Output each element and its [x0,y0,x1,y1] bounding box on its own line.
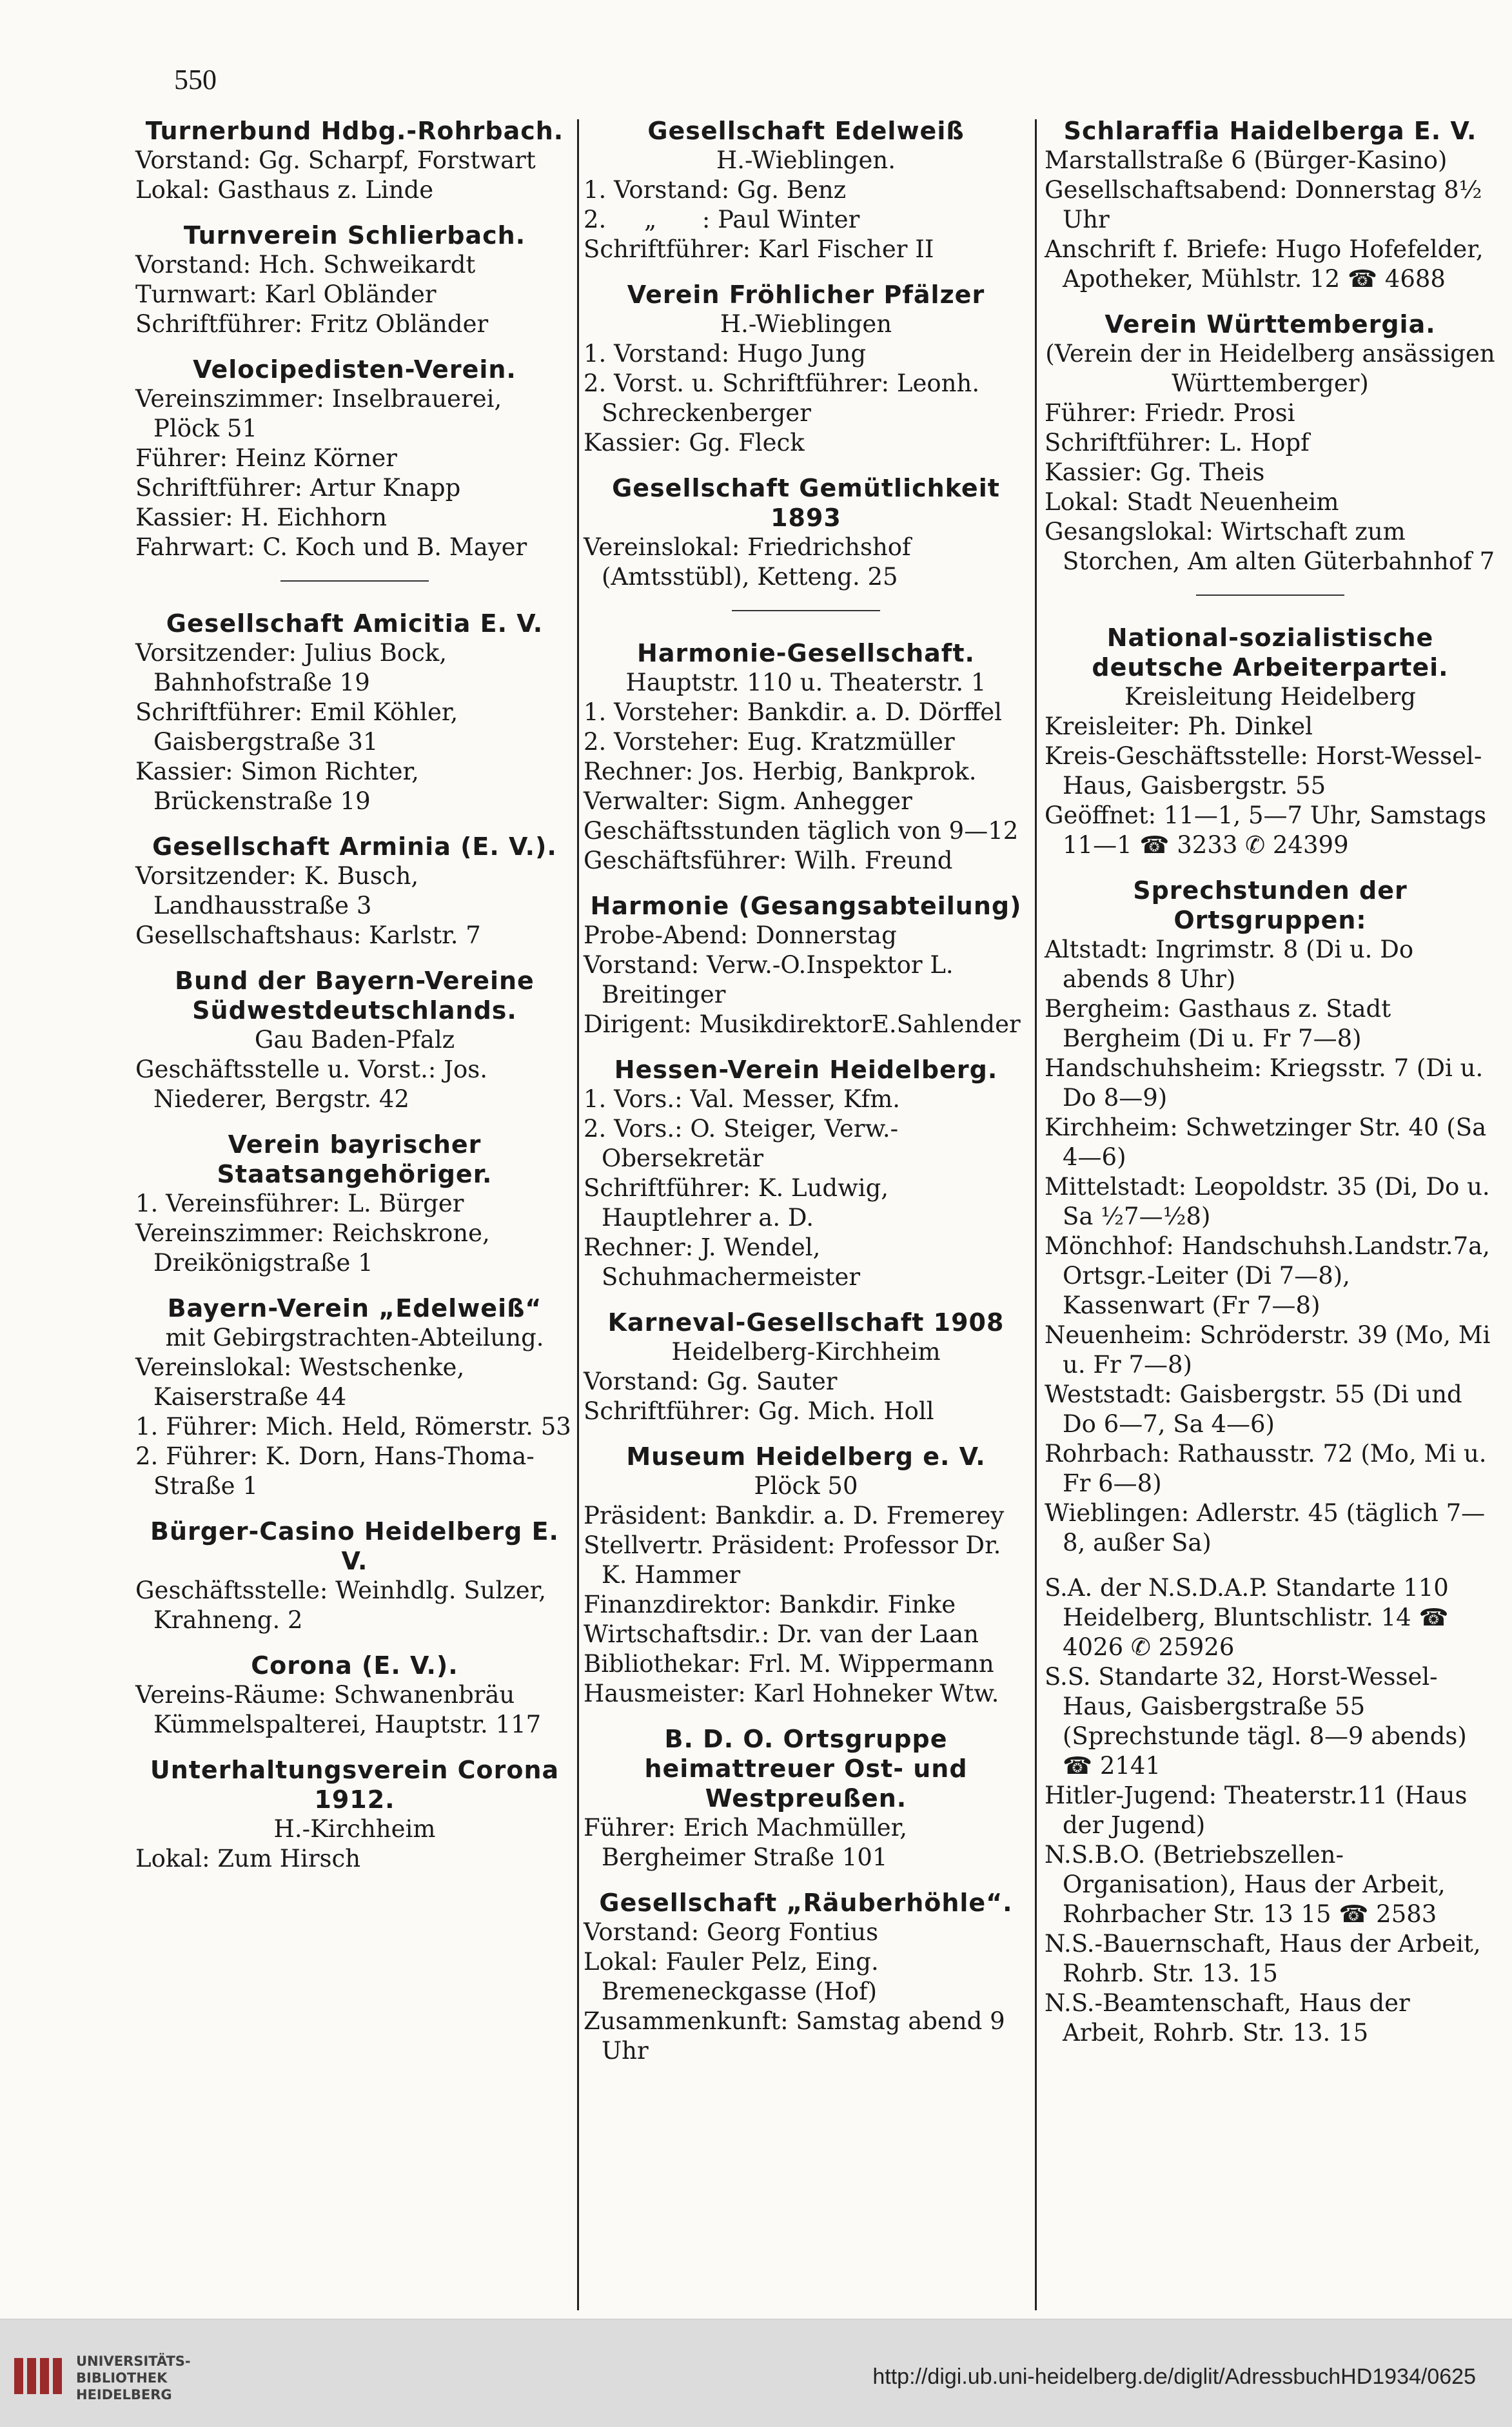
entry-line: 2. Führer: K. Dorn, Hans-Thoma-Straße 1 [135,1442,535,1500]
entry-line: Geschäftsstunden täglich von 9—12 [584,817,1019,845]
directory-entry [584,473,1028,592]
entry-line: Rechner: Jos. Herbig, Bankprok. [584,758,977,785]
entry-line: Hausmeister: Karl Hohneker Wtw. [584,1680,999,1707]
entry-line: N.S.B.O. (Betriebszellen-Organisation), Haus der Arbeit, Rohrbacher Str. 13 15 ☎ 2583 [1045,1841,1453,1928]
entry-heading: Verein bayrischer Staatsangehöriger. [217,1130,493,1188]
entry-subtitle: H.-Kirchheim [273,1815,436,1843]
column-left [135,116,574,2310]
entry-heading: Corona (E. V.). [251,1651,458,1680]
directory-entry [584,280,1028,458]
column-middle [584,116,1028,2310]
entry-heading: Gesellschaft Gemütlichkeit 1893 [612,474,1000,532]
entry-line: Kassier: Gg. Theis [1045,458,1265,486]
entry-line: Altstadt: Ingrimstr. 8 (Di u. Do abends 8 Uhr) [1045,936,1421,993]
directory-entry [1045,1573,1496,2048]
directory-entry [135,1293,574,1501]
entry-line: S.A. der N.S.D.A.P. Standarte 110 Heidelberg, Bluntschlistr. 14 ☎ 4026 ✆ 25926 [1045,1574,1457,1661]
entry-line: Kassier: Simon Richter, Brückenstraße 19 [135,758,427,815]
entry-line: Gesellschaftsabend: Donnerstag 8½ Uhr [1045,176,1490,233]
entry-line: Vorstand: Gg. Sauter [584,1368,838,1395]
entry-subtitle: Heidelberg-Kirchheim [671,1338,941,1366]
entry-heading: Gesellschaft Arminia (E. V.). [152,832,557,861]
entry-line: 1. Vors.: Val. Messer, Kfm. [584,1085,901,1113]
entry-line: Schriftführer: Gg. Mich. Holl [584,1397,934,1425]
directory-entry [135,1130,574,1278]
entry-line: Vereins-Räume: Schwanenbräu Kümmelspalterei, Hauptstr. 117 [135,1681,542,1738]
entry-heading: Verein Fröhlicher Pfälzer [627,280,985,309]
directory-entry [584,638,1028,876]
entry-line: Verwalter: Sigm. Anhegger [584,787,912,815]
entry-line: Schriftführer: L. Hopf [1045,429,1310,457]
library-logo-text [76,2353,191,2403]
entry-subtitle: Gau Baden-Pfalz [254,1026,455,1054]
entry-line: Mönchhof: Handschuhsh.Landstr.7a, Ortsgr.-Leiter (Di 7—8), Kassenwart (Fr 7—8) [1045,1232,1498,1319]
directory-entry [135,355,574,562]
page-number: 550 [174,64,217,95]
directory-entry [135,1651,574,1740]
entry-line: Vorstand: Georg Fontius [584,1918,879,1946]
entry-heading: Karneval-Gesellschaft 1908 [607,1308,1005,1337]
entry-line: Vereinslokal: Friedrichshof (Amtsstübl), Ketteng. 25 [584,533,919,591]
entry-heading: Gesellschaft Edelweiß [647,117,965,145]
column-divider [1035,119,1037,2310]
entry-line: Turnwart: Karl Obländer [135,280,437,308]
entry-line: Vereinszimmer: Inselbrauerei, Plöck 51 [135,385,510,442]
entry-line: Geschäftsführer: Wilh. Freund [584,847,953,874]
entry-heading: Gesellschaft Amicitia E. V. [166,609,544,638]
section-separator [280,580,429,582]
entry-heading: Unterhaltungsverein Corona 1912. [150,1756,560,1814]
entry-line: Kreis-Geschäftsstelle: Horst-Wessel-Haus, Gaisbergstr. 55 [1045,742,1482,800]
entry-line: Lokal: Zum Hirsch [135,1845,361,1872]
entry-heading: Museum Heidelberg e. V. [626,1442,986,1471]
entry-line: Weststadt: Gaisbergstr. 55 (Di und Do 6—7, Sa 4—6) [1045,1381,1470,1438]
entry-line: Vorstand: Verw.-O.Inspektor L. Breitinger [584,951,961,1008]
directory-entry [1045,116,1496,294]
entry-line: 1. Vorsteher: Bankdir. a. D. Dörffel [584,698,1002,726]
entry-heading: Bayern-Verein „Edelweiß“ [167,1294,542,1322]
logo-line: BIBLIOTHEK [76,2370,168,2386]
entry-line: Rechner: J. Wendel, Schuhmachermeister [584,1233,861,1291]
entry-line: Präsident: Bankdir. a. D. Fremerey [584,1502,1005,1529]
column-divider [577,119,579,2310]
entry-line: Vorstand: Hch. Schweikardt [135,251,476,279]
entry-line: Bergheim: Gasthaus z. Stadt Bergheim (Di u. Fr 7—8) [1045,995,1399,1052]
entry-line: N.S.-Beamtenschaft, Haus der Arbeit, Rohrb. Str. 13. 15 [1045,1989,1418,2047]
entry-line: Kirchheim: Schwetzinger Str. 40 (Sa 4—6) [1045,1114,1494,1171]
directory-entry [1045,310,1496,576]
entry-line: Rohrbach: Rathausstr. 72 (Mo, Mi u. Fr 6—8) [1045,1440,1495,1497]
directory-entry [584,1442,1028,1709]
entry-line: Mittelstadt: Leopoldstr. 35 (Di, Do u. Sa ½7—½8) [1045,1173,1498,1230]
entry-line: Führer: Erich Machmüller, Bergheimer Straße 101 [584,1814,915,1871]
entry-subtitle: Kreisleitung Heidelberg [1124,683,1416,711]
entry-heading: Bund der Bayern-Vereine Südwestdeutschlands. [175,967,535,1025]
entry-line: Geschäftsstelle u. Vorst.: Jos. Niederer, Bergstr. 42 [135,1056,495,1113]
entry-line: Probe-Abend: Donnerstag [584,921,897,949]
entry-line: Neuenheim: Schröderstr. 39 (Mo, Mi u. Fr 7—8) [1045,1321,1498,1379]
entry-line: Stellvertr. Präsident: Professor Dr. K. Hammer [584,1531,1009,1589]
entry-line: Schriftführer: Artur Knapp [135,474,461,502]
entry-line: Lokal: Gasthaus z. Linde [135,176,434,204]
directory-entry [135,221,574,339]
entry-subtitle: H.-Wieblingen. [716,146,896,174]
entry-line: Schriftführer: Karl Fischer II [584,235,934,263]
directory-entry [135,609,574,816]
directory-entry [1045,876,1496,1558]
entry-line: Anschrift f. Briefe: Hugo Hofefelder, Apotheker, Mühlstr. 12 ☎ 4688 [1045,235,1491,293]
entry-line: 1. Vereinsführer: L. Bürger [135,1190,464,1217]
entry-line: Vorsitzender: Julius Bock, Bahnhofstraße 19 [135,639,455,696]
entry-heading: Schlaraffia Haidelberga E. V. [1063,117,1477,145]
entry-subtitle: Hauptstr. 110 u. Theaterstr. 1 [625,669,987,696]
source-url[interactable]: http://digi.ub.uni-heidelberg.de/diglit/AdressbuchHD1934/0625 [872,2364,1476,2389]
entry-subtitle: H.-Wieblingen [720,310,892,338]
entry-line: 2. Vorsteher: Eug. Kratzmüller [584,728,955,756]
entry-heading: Turnverein Schlierbach. [183,221,526,250]
entry-heading: Verein Württembergia. [1105,310,1436,339]
entry-line: 1. Vorstand: Gg. Benz [584,176,847,204]
entry-line: Vorstand: Gg. Scharpf, Forstwart [135,146,536,174]
entry-line: Vorsitzender: K. Busch, Landhausstraße 3 [135,862,426,919]
entry-line: Gesellschaftshaus: Karlstr. 7 [135,921,481,949]
entry-heading: Bürger-Casino Heidelberg E. V. [150,1517,559,1575]
entry-line: Finanzdirektor: Bankdir. Finke [584,1591,956,1618]
entry-heading: Harmonie (Gesangsabteilung) [590,892,1022,920]
entry-heading: Harmonie-Gesellschaft. [637,639,975,667]
logo-line: UNIVERSITÄTS- [76,2353,191,2369]
entry-line: Bibliothekar: Frl. M. Wippermann [584,1650,994,1678]
entry-line: S.S. Standarte 32, Horst-Wessel-Haus, Gaisbergstraße 55 (Sprechstunde tägl. 8—9 abends) ☎ 2141 [1045,1663,1475,1780]
section-separator [1196,594,1344,596]
entry-heading: Gesellschaft „Räuberhöhle“. [599,1889,1013,1917]
entry-line: Wirtschaftsdir.: Dr. van der Laan [584,1620,979,1648]
entry-line: 1. Vorstand: Hugo Jung [584,340,867,368]
directory-entry [135,966,574,1114]
entry-heading: Velocipedisten-Verein. [193,355,516,384]
entry-line: Fahrwart: C. Koch und B. Mayer [135,533,527,561]
directory-entry [584,1308,1028,1426]
footer-bar [0,2319,1512,2427]
directory-entry [135,832,574,950]
entry-line: Vereinslokal: Westschenke, Kaiserstraße 44 [135,1353,472,1411]
entry-line: Führer: Heinz Körner [135,444,397,472]
entry-line: N.S.-Bauernschaft, Haus der Arbeit, Rohrb. Str. 13. 15 [1045,1930,1489,1987]
entry-subtitle: Plöck 50 [754,1472,858,1500]
directory-entry [135,1517,574,1635]
column-right [1045,116,1496,2310]
entry-line: Gesangslokal: Wirtschaft zum Storchen, Am alten Güterbahnhof 7 [1045,518,1495,575]
section-separator [732,610,880,611]
directory-entry [584,116,1028,264]
entry-line: Hitler-Jugend: Theaterstr.11 (Haus der Jugend) [1045,1782,1475,1839]
directory-entry [584,1888,1028,2066]
entry-heading: Turnerbund Hdbg.-Rohrbach. [145,117,564,145]
logo-line: HEIDELBERG [76,2387,172,2402]
entry-line: Handschuhsheim: Kriegsstr. 7 (Di u. Do 8—9) [1045,1054,1491,1112]
entry-line: Zusammenkunft: Samstag abend 9 Uhr [584,2007,1013,2065]
entry-line: Marstallstraße 6 (Bürger-Kasino) [1045,146,1448,174]
directory-entry [584,1724,1028,1872]
entry-heading: Sprechstunden der Ortsgruppen: [1133,876,1408,934]
entry-line: Schriftführer: Emil Köhler, Gaisbergstraße 31 [135,698,466,756]
entry-line: Schriftführer: Fritz Obländer [135,310,489,338]
entry-line: Geschäftsstelle: Weinhdlg. Sulzer, Krahneng. 2 [135,1577,554,1634]
entry-subtitle: mit Gebirgstrachten-Abteilung. [165,1324,544,1351]
directory-entry [584,1055,1028,1292]
entry-line: Führer: Friedr. Prosi [1045,399,1295,427]
entry-line: Geöffnet: 11—1, 5—7 Uhr, Samstags 11—1 ☎ 3233 ✆ 24399 [1045,801,1494,859]
entry-line: Wieblingen: Adlerstr. 45 (täglich 7—8, außer Sa) [1045,1499,1486,1557]
entry-heading: B. D. O. Ortsgruppe heimattreuer Ost- und Westpreußen. [644,1725,968,1813]
entry-line: Vereinszimmer: Reichskrone, Dreikönigstraße 1 [135,1219,498,1277]
entry-line: 2. Vors.: O. Steiger, Verw.-Obersekretär [584,1115,899,1172]
entry-heading: Hessen-Verein Heidelberg. [614,1056,998,1084]
entry-line: Lokal: Stadt Neuenheim [1045,488,1339,516]
entry-line: 2. „ : Paul Winter [584,206,860,233]
entry-line: Kreisleiter: Ph. Dinkel [1045,712,1313,740]
entry-line: Schriftführer: K. Ludwig, Hauptlehrer a. D. [584,1174,896,1232]
entry-line: Lokal: Fauler Pelz, Eing. Bremeneckgasse (Hof) [584,1948,887,2005]
directory-entry [135,116,574,205]
entry-heading: National-sozialistische deutsche Arbeiterpartei. [1092,624,1449,682]
entry-subtitle: (Verein der in Heidelberg ansässigen Württemberger) [1045,340,1495,397]
entry-line: Dirigent: MusikdirektorE.Sahlender [584,1010,1021,1038]
library-logo-icon [13,2353,64,2399]
entry-line: Kassier: Gg. Fleck [584,429,805,457]
directory-entry [1045,623,1496,860]
entry-line: 1. Führer: Mich. Held, Römerstr. 53 [135,1413,571,1440]
entry-line: 2. Vorst. u. Schriftführer: Leonh. Schreckenberger [584,369,987,427]
entry-line: Kassier: H. Eichhorn [135,504,388,531]
directory-entry [584,891,1028,1039]
directory-entry [135,1755,574,1874]
